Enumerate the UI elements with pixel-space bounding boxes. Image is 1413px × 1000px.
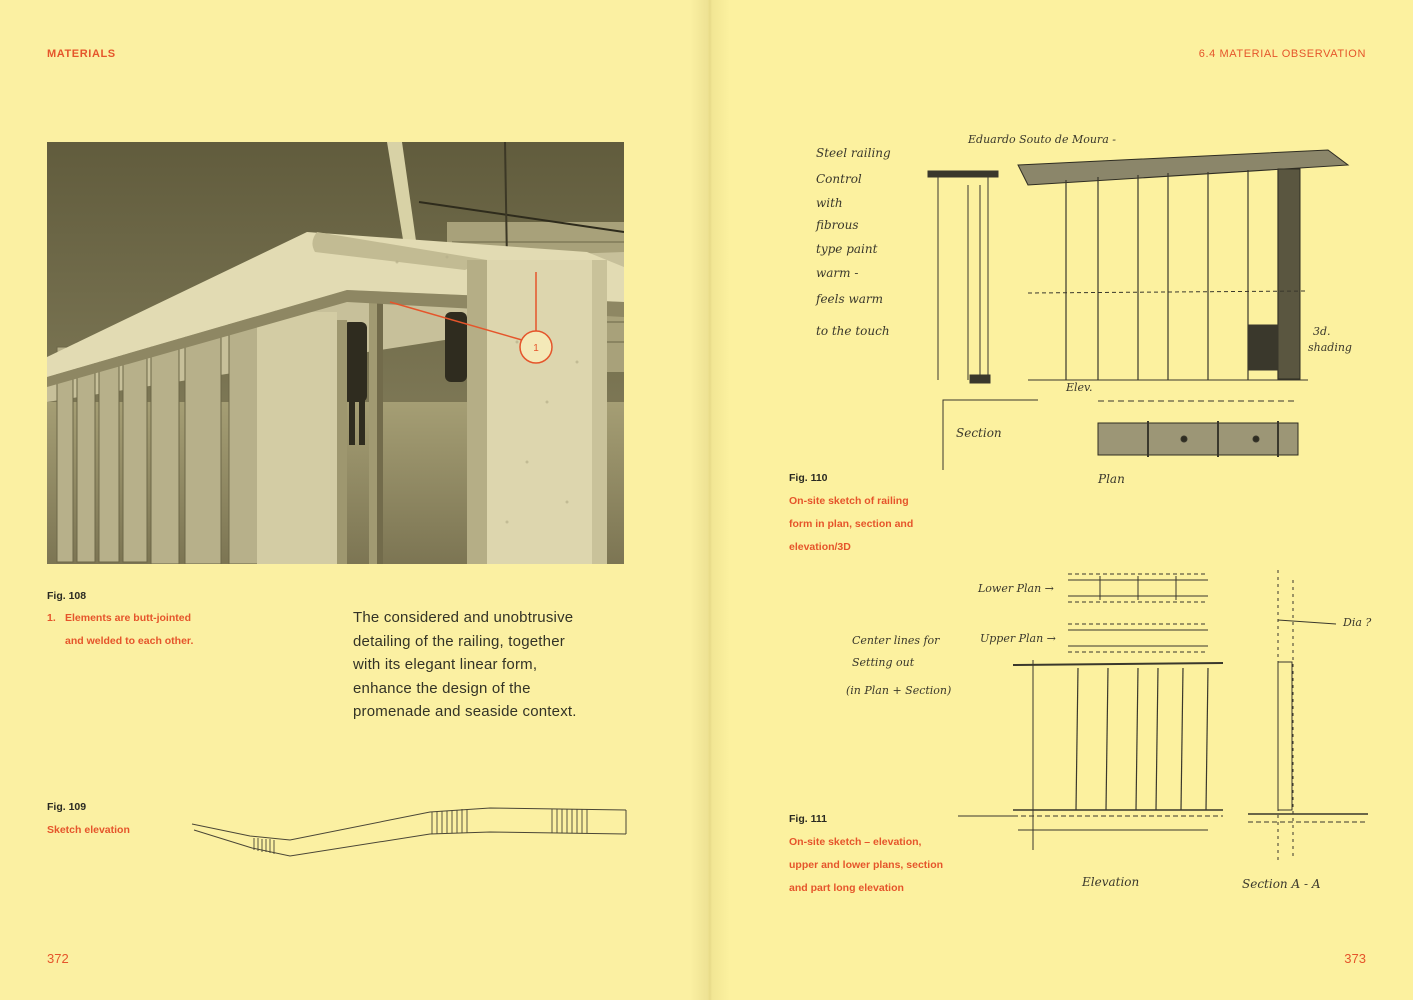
note-text: to the touch [816, 324, 890, 338]
note-elevation: Elevation [1082, 875, 1140, 889]
railing-photo [47, 142, 624, 564]
fig109-caption: Sketch elevation [47, 824, 130, 836]
fig109-label: Fig. 109 [47, 801, 87, 813]
note-dia: Dia ? [1343, 616, 1372, 629]
body-paragraph [353, 606, 653, 724]
note-text: Steel railing [816, 146, 891, 160]
fig108-caption [65, 607, 265, 653]
note-plan: Plan [1098, 472, 1125, 486]
fig110-caption-line: elevation/3D [789, 541, 851, 553]
sketch-elevation-drawing [190, 800, 630, 870]
fig111-caption-line: On-site sketch – elevation, [789, 836, 922, 848]
note-text: feels warm [816, 292, 883, 306]
right-page [708, 0, 1413, 1000]
fig111-caption-line: upper and lower plans, section [789, 859, 944, 871]
note-elev: Elev. [1066, 381, 1093, 394]
note-upper-plan: Upper Plan → [980, 632, 1056, 645]
note-section-aa: Section A - A [1242, 877, 1321, 891]
body-line: detailing of the railing, together [353, 632, 565, 650]
fig111-label: Fig. 111 [789, 813, 827, 825]
note-text: fibrous [816, 218, 859, 232]
running-head-left: MATERIALS [47, 48, 116, 60]
note-text: Control [816, 172, 862, 186]
fig108-label: Fig. 108 [47, 590, 87, 602]
sketch-railing-plan-section-3d [808, 125, 1398, 490]
fig111-caption-line: and part long elevation [789, 882, 904, 894]
fig108-caption-line2: and welded to each other. [65, 635, 194, 647]
fig111-caption [789, 831, 1009, 900]
fig108-caption-line1: Elements are butt-jointed [65, 612, 192, 624]
body-line: promenade and seaside context. [353, 703, 577, 720]
fig108-caption-number: 1. [47, 612, 56, 624]
note-text: with [816, 196, 843, 210]
running-head-right: 6.4 MATERIAL OBSERVATION [1198, 48, 1366, 60]
note-title: Eduardo Souto de Moura - [968, 133, 1116, 146]
fig110-caption [789, 490, 989, 559]
fig110-caption-line: On-site sketch of railing [789, 495, 909, 507]
body-line: enhance the design of the [353, 679, 531, 697]
page-number-right: 373 [1344, 951, 1366, 966]
page-number-left: 372 [47, 951, 69, 966]
note-lower-plan: Lower Plan → [978, 582, 1054, 595]
note-centre: Setting out [852, 656, 915, 669]
note-text: warm - [816, 266, 859, 280]
note-centre: (in Plan + Section) [846, 684, 952, 697]
note-text: type paint [816, 242, 878, 256]
fig110-caption-line: form in plan, section and [789, 518, 914, 530]
note-centre: Center lines for [852, 634, 940, 647]
note-shading: shading [1308, 341, 1352, 354]
body-line: with its elegant linear form, [353, 656, 538, 673]
body-line: The considered and unobtrusive [353, 609, 574, 626]
callout-number: 1 [533, 343, 539, 354]
book-gutter [690, 0, 730, 1000]
fig110-label: Fig. 110 [789, 472, 828, 484]
note-shading: 3d. [1313, 325, 1331, 338]
note-section: Section [956, 426, 1002, 440]
